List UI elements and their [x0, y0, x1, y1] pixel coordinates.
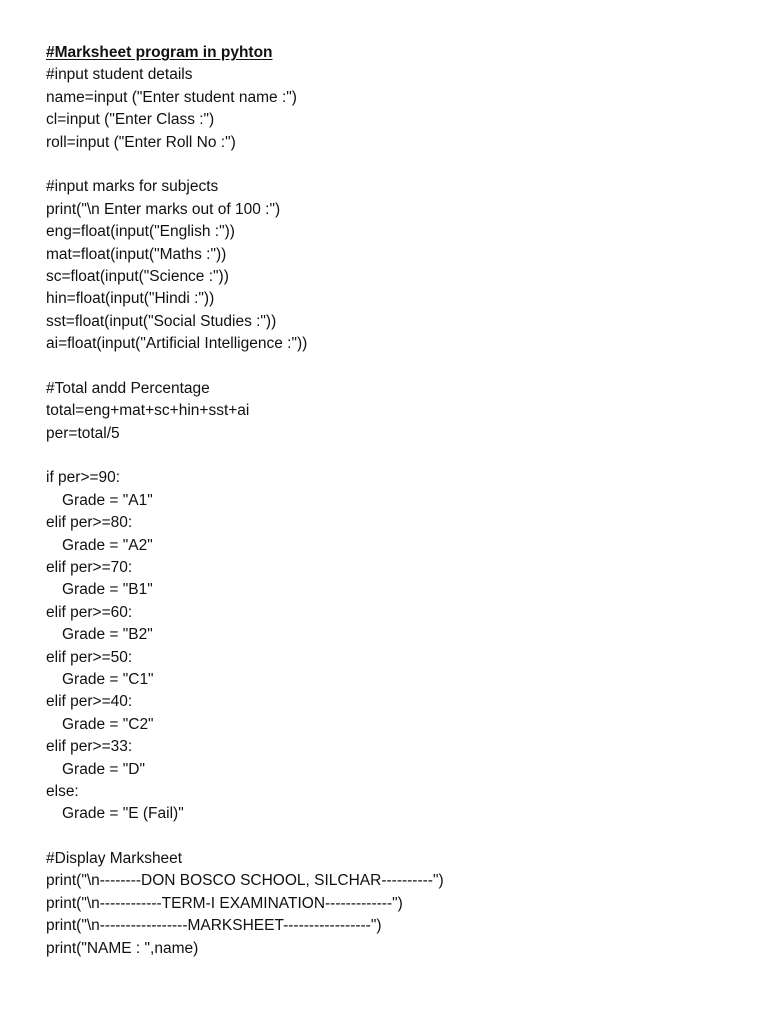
code-line-grade-e-fail: Grade = "E (Fail)" — [62, 805, 184, 823]
code-line-elif-40: elif per>=40: — [46, 693, 133, 711]
code-line-english: eng=float(input("English :")) — [46, 223, 235, 241]
code-line-name-input: name=input ("Enter student name :") — [46, 88, 297, 106]
code-line-grade-b1: Grade = "B1" — [62, 581, 153, 599]
code-line-grade-c2: Grade = "C2" — [62, 715, 154, 733]
code-line-elif-60: elif per>=60: — [46, 603, 133, 621]
code-line-elif-50: elif per>=50: — [46, 648, 133, 666]
code-line-blank — [46, 445, 736, 467]
code-line-roll-input: roll=input ("Enter Roll No :") — [46, 133, 236, 151]
code-line-social-studies: sst=float(input("Social Studies :")) — [46, 312, 277, 330]
code-line-else: else: — [46, 782, 79, 800]
code-line-grade-a1: Grade = "A1" — [62, 491, 153, 509]
code-line-artificial-intelligence: ai=float(input("Artificial Intelligence :")) — [46, 335, 308, 353]
code-line-total: total=eng+mat+sc+hin+sst+ai — [46, 402, 250, 420]
code-line-print-marks-prompt: print("\n Enter marks out of 100 :") — [46, 200, 281, 218]
code-line-blank — [46, 826, 736, 848]
code-line-elif-70: elif per>=70: — [46, 558, 133, 576]
code-line-print-name: print("NAME : ",name) — [46, 939, 199, 957]
code-line-print-exam: print("\n------------TERM-I EXAMINATION-------------") — [46, 894, 403, 912]
code-line-grade-d: Grade = "D" — [62, 760, 145, 778]
document-title: #Marksheet program in pyhton — [46, 44, 273, 61]
code-line-grade-a2: Grade = "A2" — [62, 536, 153, 554]
code-line-grade-b2: Grade = "B2" — [62, 626, 153, 644]
code-line-if-90: if per>=90: — [46, 469, 121, 487]
code-line-hindi: hin=float(input("Hindi :")) — [46, 290, 215, 308]
code-line-comment-display: #Display Marksheet — [46, 850, 183, 868]
code-line-percentage: per=total/5 — [46, 424, 120, 442]
code-line-grade-c1: Grade = "C1" — [62, 670, 154, 688]
code-line-print-marksheet: print("\n-----------------MARKSHEET-----------------") — [46, 917, 382, 935]
code-line-maths: mat=float(input("Maths :")) — [46, 245, 227, 263]
code-line-elif-80: elif per>=80: — [46, 514, 133, 532]
code-line-comment-student-details: #input student details — [46, 66, 193, 84]
code-line-comment-total: #Total andd Percentage — [46, 379, 210, 397]
code-line-elif-33: elif per>=33: — [46, 738, 133, 756]
code-line-class-input: cl=input ("Enter Class :") — [46, 111, 215, 129]
code-line-science: sc=float(input("Science :")) — [46, 267, 229, 285]
code-line-comment-marks: #input marks for subjects — [46, 178, 219, 196]
code-line-blank — [46, 355, 736, 377]
code-listing — [46, 42, 736, 960]
code-line-blank — [46, 154, 736, 176]
code-line-print-school: print("\n--------DON BOSCO SCHOOL, SILCHAR----------") — [46, 872, 444, 890]
